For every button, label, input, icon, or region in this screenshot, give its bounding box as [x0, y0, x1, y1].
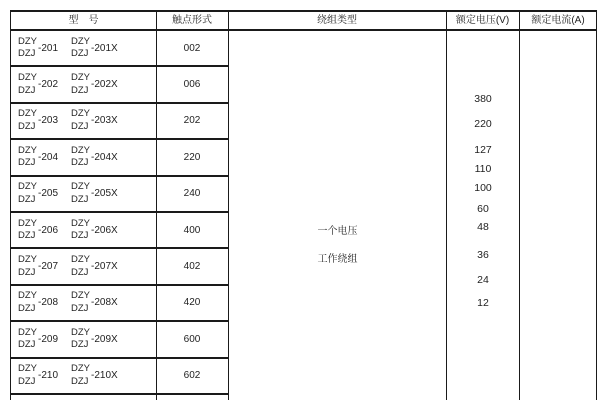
model-number-x: -210X — [91, 370, 118, 382]
model-prefix-top: DZY — [18, 363, 37, 375]
header-rated-current: 额定电流(A) — [531, 15, 585, 26]
model-prefix-bottom: DZJ — [71, 193, 89, 205]
model-prefix-stack — [18, 181, 37, 206]
table-rows — [11, 31, 228, 400]
model-prefix-stack-x — [71, 218, 90, 243]
model-prefix-bottom: DZJ — [18, 84, 36, 96]
winding-type-line: 工作绕组 — [317, 254, 358, 265]
header-rated-voltage: 额定电压(V) — [455, 15, 510, 26]
header-winding-type: 绕组类型 — [317, 15, 357, 26]
rated-voltage-value: 127 — [474, 144, 492, 156]
rated-voltage-value: 48 — [477, 221, 489, 233]
winding-type-line: 一个电压 — [317, 226, 358, 237]
model-number: -204 — [38, 151, 59, 163]
rated-voltage-value: 110 — [474, 163, 492, 175]
model-prefix-stack — [18, 254, 37, 279]
header-contact-form: 触点形式 — [172, 15, 212, 26]
model-prefix-top: DZY — [18, 108, 37, 120]
rated-voltage-value: 60 — [477, 203, 489, 215]
model-cell — [11, 177, 156, 211]
model-prefix-top: DZY — [18, 326, 37, 338]
table-row — [11, 140, 228, 176]
model-number-x: -207X — [91, 261, 118, 273]
model-number: -201 — [38, 42, 59, 54]
contact-form-value: 420 — [183, 297, 201, 309]
model-cell — [11, 67, 156, 101]
model-cell — [11, 249, 156, 283]
model-prefix-top: DZY — [18, 72, 37, 84]
model-cell — [11, 104, 156, 138]
table-row — [11, 67, 228, 103]
model-prefix-bottom: DZJ — [71, 339, 89, 351]
model-prefix-bottom: DZJ — [71, 157, 89, 169]
model-prefix-stack-x — [71, 254, 90, 279]
model-prefix-stack — [18, 363, 37, 388]
model-number-x: -204X — [91, 151, 118, 163]
table-row — [11, 177, 228, 213]
model-prefix-bottom: DZJ — [71, 230, 89, 242]
model-prefix-bottom: DZJ — [18, 339, 36, 351]
model-prefix-bottom: DZJ — [18, 193, 36, 205]
column-divider — [228, 12, 229, 400]
model-prefix-stack — [18, 108, 37, 133]
model-prefix-bottom: DZJ — [71, 84, 89, 96]
contact-form-value: 220 — [183, 151, 201, 163]
model-number-x: -205X — [91, 188, 118, 200]
model-prefix-stack-x — [71, 363, 90, 388]
table-row — [11, 249, 228, 285]
model-number: -210 — [38, 370, 59, 382]
model-prefix-top: DZY — [71, 35, 91, 47]
rated-voltage-value: 24 — [477, 274, 489, 286]
winding-type-cell — [229, 218, 446, 274]
model-number-x: -201X — [91, 42, 118, 54]
model-prefix-bottom: DZJ — [18, 230, 36, 242]
model-prefix-stack-x — [71, 290, 90, 315]
contact-form-value: 006 — [183, 79, 201, 91]
model-prefix-top: DZY — [71, 72, 91, 84]
model-number-x: -206X — [91, 224, 118, 236]
model-cell — [11, 286, 156, 320]
model-prefix-top: DZY — [18, 181, 37, 193]
model-prefix-stack-x — [71, 327, 90, 352]
model-number: -203 — [38, 115, 59, 127]
model-prefix-top: DZY — [71, 144, 91, 156]
model-cell — [11, 322, 156, 356]
model-prefix-bottom: DZJ — [18, 48, 36, 60]
contact-form-value: 240 — [183, 188, 201, 200]
model-prefix-stack-x — [71, 145, 90, 170]
table-row — [11, 359, 228, 395]
contact-form-value: 600 — [183, 333, 201, 345]
model-prefix-top: DZY — [71, 363, 91, 375]
model-number: -207 — [38, 261, 59, 273]
table-header — [11, 12, 596, 31]
model-number-x: -208X — [91, 297, 118, 309]
model-number: -206 — [38, 224, 59, 236]
rated-voltage-value: 36 — [477, 249, 489, 261]
model-prefix-bottom: DZJ — [18, 375, 36, 387]
table-row — [11, 104, 228, 140]
model-prefix-top: DZY — [18, 217, 37, 229]
contact-form-value: 402 — [183, 261, 201, 273]
model-prefix-stack-x — [71, 36, 90, 61]
model-prefix-top: DZY — [18, 290, 37, 302]
model-prefix-top: DZY — [18, 144, 37, 156]
table-row — [11, 31, 228, 67]
model-prefix-bottom: DZJ — [18, 120, 36, 132]
model-prefix-top: DZY — [71, 290, 91, 302]
model-prefix-bottom: DZJ — [71, 266, 89, 278]
model-prefix-bottom: DZJ — [18, 302, 36, 314]
header-model: 型 号 — [68, 15, 99, 26]
model-prefix-stack — [18, 36, 37, 61]
model-cell — [11, 213, 156, 247]
model-prefix-top: DZY — [71, 217, 91, 229]
model-prefix-stack — [18, 72, 37, 97]
model-prefix-bottom: DZJ — [71, 375, 89, 387]
model-prefix-stack-x — [71, 181, 90, 206]
model-prefix-bottom: DZJ — [71, 120, 89, 132]
table-row — [11, 213, 228, 249]
rated-current-cell — [520, 31, 596, 400]
model-number: -202 — [38, 79, 59, 91]
model-prefix-stack — [18, 290, 37, 315]
model-prefix-bottom: DZJ — [71, 48, 89, 60]
model-prefix-top: DZY — [71, 254, 91, 266]
model-prefix-stack-x — [71, 108, 90, 133]
model-number: -205 — [38, 188, 59, 200]
model-prefix-stack — [18, 145, 37, 170]
model-number-x: -209X — [91, 333, 118, 345]
contact-form-value: 602 — [183, 370, 201, 382]
rated-voltage-value: 220 — [474, 118, 492, 130]
table-row — [11, 286, 228, 322]
table-row — [11, 322, 228, 358]
model-prefix-top: DZY — [71, 181, 91, 193]
model-prefix-bottom: DZJ — [18, 157, 36, 169]
spec-table — [10, 10, 597, 400]
model-cell — [11, 140, 156, 174]
contact-form-value: 202 — [183, 115, 201, 127]
model-prefix-bottom: DZJ — [71, 302, 89, 314]
rated-voltage-value: 12 — [477, 297, 489, 309]
model-prefix-top: DZY — [18, 35, 37, 47]
model-number-x: -202X — [91, 79, 118, 91]
model-prefix-stack-x — [71, 72, 90, 97]
model-cell — [11, 31, 156, 65]
model-cell — [11, 359, 156, 393]
model-number: -209 — [38, 333, 59, 345]
table-row-partial — [11, 395, 228, 400]
contact-form-value: 400 — [183, 224, 201, 236]
rated-voltage-value: 380 — [474, 93, 492, 105]
model-prefix-bottom: DZJ — [18, 266, 36, 278]
model-number: -208 — [38, 297, 59, 309]
model-prefix-top: DZY — [71, 326, 91, 338]
model-prefix-stack — [18, 327, 37, 352]
model-number-x: -203X — [91, 115, 118, 127]
model-prefix-top: DZY — [71, 108, 91, 120]
model-prefix-top: DZY — [18, 254, 37, 266]
model-prefix-stack — [18, 218, 37, 243]
contact-form-value: 002 — [183, 42, 201, 54]
rated-voltage-value: 100 — [474, 182, 492, 194]
